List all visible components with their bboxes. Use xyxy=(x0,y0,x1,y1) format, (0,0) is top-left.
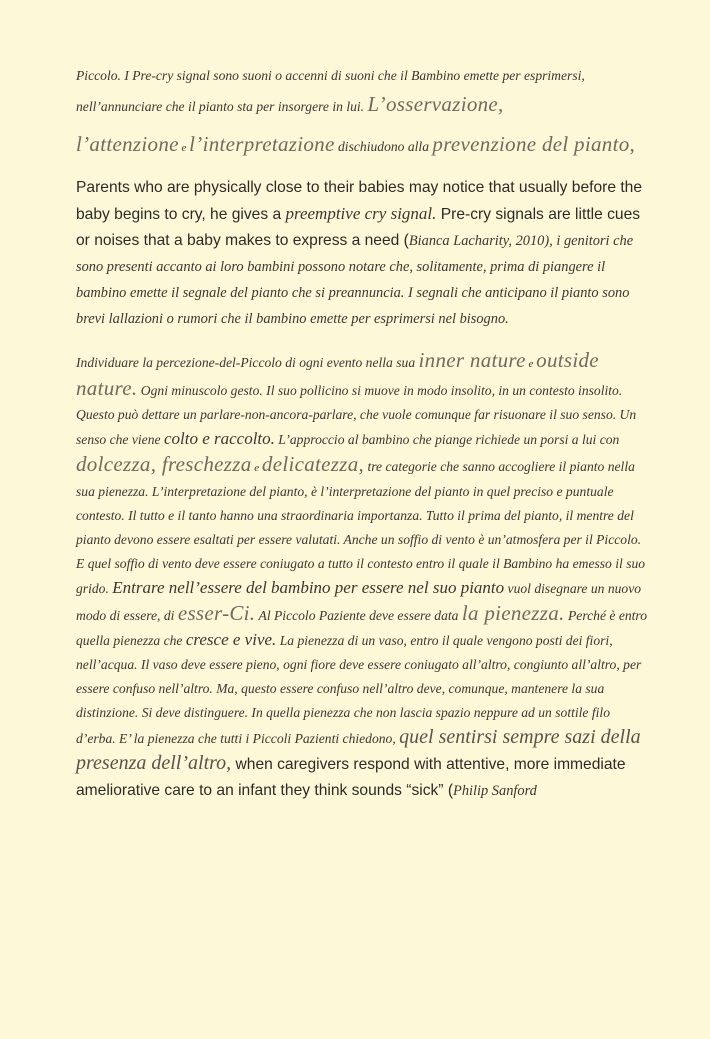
emphasis-prevenzione: prevenzione del pianto, xyxy=(432,132,636,156)
emphasis-preemptive-cry-signal: preemptive cry signal. xyxy=(285,204,437,223)
emphasis-cresce-e-vive: cresce e vive. xyxy=(185,630,277,649)
text-run: Perché è entro quella pienezza che xyxy=(76,608,648,648)
text-run-english: when caregivers respond with attentive, more immediate ameliorative care to an infant they think sounds “sick” ( xyxy=(76,756,626,799)
text-run: dischiudono alla xyxy=(334,139,433,154)
emphasis-osservazione: L’osservazione, xyxy=(367,92,504,116)
text-run: Pre-cry signals are little cues or noises that a baby makes to express a need ( xyxy=(76,206,641,249)
text-run: Ogni minuscolo gesto. Il suo pollicino si muove in modo insolito, in un contesto insolito. Questo può dettare un parlare-non-ancora-parlare, che vuole comunque far risuonare il suo senso. Un senso che viene xyxy=(76,383,637,447)
emphasis-dolcezza-freschezza: dolcezza, freschezza xyxy=(76,452,252,476)
text-run: e xyxy=(525,358,537,370)
citation-lacharity: Bianca Lacharity, 2010), i genitori che sono presenti accanto ai loro bambini possono notare che, solitamente, prima di piangere il bambino emette il segnale del pianto che si preannuncia. I segnali che anticipano il pianto sono brevi lallazioni o rumori che il bambino emette per esprimersi nel bisogno. xyxy=(76,233,634,327)
emphasis-outside-nature: outside nature. xyxy=(76,348,599,400)
text-run: Piccolo. I Pre-cry signal sono suoni o accenni di suoni che il Bambino emette per esprimersi, nell’annunciare che il pianto sta per insorgere in lui. xyxy=(76,68,585,114)
text-run: La pienezza di un vaso, entro il quale vengono posti dei fiori, nell’acqua. Il vaso deve essere pieno, ogni fiore deve essere coniugato all’altro, congiunto all’altro, per essere confuso nell’altro. Ma, questo essere confuso nell’altro deve, comunque, mantenere la sua distinzione. Si deve distinguere. In quella pienezza che non lascia spazio neppure ad un sottile filo d’erba. E’ la pienezza che tutti i Piccoli Pazienti chiedono, xyxy=(76,633,642,746)
text-run: Parents who are physically close to their babies may notice that usually before the baby begins to cry, he gives a xyxy=(76,179,643,223)
emphasis-esser-ci: esser-Ci. xyxy=(177,601,256,625)
emphasis-colto-raccolto: colto e raccolto. xyxy=(163,429,275,448)
text-run: e xyxy=(251,462,262,474)
paragraph-precry-intro xyxy=(76,62,650,167)
text-run: Individuare la percezione-del-Piccolo di ogni evento nella sua xyxy=(76,355,419,370)
paragraph-percezione-piccolo xyxy=(76,348,650,804)
citation-sanford: Philip Sanford xyxy=(453,783,537,799)
emphasis-delicatezza: delicatezza, xyxy=(261,452,365,476)
text-run: e xyxy=(178,142,190,154)
emphasis-entrare-nell-essere: Entrare nell’essere del bambino per essere nel suo pianto xyxy=(112,578,505,597)
emphasis-attenzione: l’attenzione xyxy=(76,132,179,156)
text-run: L’approccio al bambino che piange richiede un porsi a lui con xyxy=(274,432,620,447)
emphasis-inner-nature: inner nature xyxy=(418,348,526,372)
paragraph-parents-precry xyxy=(76,175,650,332)
text-run: tre categorie che sanno accogliere il pianto nella sua pienezza. L’interpretazione del pianto, è l’interpretazione del pianto in quel preciso e puntuale contesto. Il tutto e il tanto hanno una straordinaria importanza. Tutto il prima del pianto, il mentre del pianto devono essere esaltati per essere valutati. Anche un soffio di vento è un’atmosfera per il Piccolo. E quel soffio di vento deve essere coniugato a tutto il contesto entro il quale il Bambino ha emesso il suo grido. xyxy=(76,459,646,596)
text-run: vuol disegnare un nuovo modo di essere, di xyxy=(76,581,642,623)
emphasis-la-pienezza: la pienezza. xyxy=(461,601,565,625)
text-run: Al Piccolo Paziente deve essere data xyxy=(255,608,462,623)
emphasis-quel-sentirsi: quel sentirsi sempre sazi della presenza dell’altro, xyxy=(76,726,641,774)
emphasis-interpretazione: l’interpretazione xyxy=(189,132,335,156)
